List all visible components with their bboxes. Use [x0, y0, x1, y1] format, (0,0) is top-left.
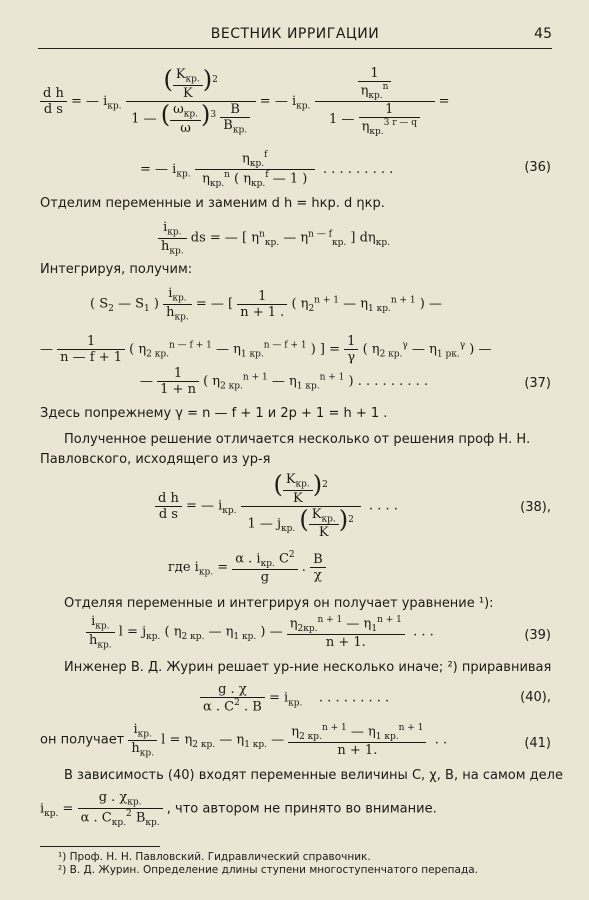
equation-41: он получает $\frac{i_{кр.}}{h_{кр.}}$ $l = \eta_{2 кр.}$ — $\eta_{1 кр.}$ — $\frac{\eta_{2 кр.}^{n + 1} — \eta_{1 кр.}^{n + 1}}{n + 1.}$ . .: [40, 722, 448, 759]
footnote-2: ²) В. Д. Журин. Определение длины ступени многоступенчатого перепада.: [58, 864, 479, 876]
equation-40: $\frac{g . \chi}{\alpha . C^2 . B}$ = $i_{кр.}$ . . . . . . . . .: [200, 682, 389, 714]
equation-where: где $i_{кр.}$ = $\frac{\alpha . i_{кр.} C^2}{g}$ . $\frac{B}{\chi}$: [168, 550, 326, 585]
equation-41-number: (41): [524, 736, 551, 751]
page-header: [38, 26, 552, 49]
paragraph-5-tail: , что автором не принято во внимание.: [166, 801, 437, 817]
equation-40-number: (40),: [520, 690, 551, 705]
equation-37-line-1: ( $S_2$ — $S_1$ ) $\frac{i_{кр.}}{h_{кр.}}$ = — [ $\frac{1}{n + 1 .}$ ( $\eta_2^{n + 1}$ — $\eta_{1 кр.}^{n + 1}$ ) —: [90, 286, 443, 323]
equation-38-number: (38),: [520, 500, 551, 515]
here-as-before-text: Здесь попрежнему γ = n — f + 1 и 2p + 1 = h + 1 .: [40, 406, 388, 421]
page-number: 45: [534, 26, 552, 42]
separate-variables-text: Отделим переменные и заменим d h = hкр. d ηкр.: [40, 196, 385, 211]
equation-37-number: (37): [524, 376, 551, 391]
integrating-text: Интегрируя, получим:: [40, 262, 193, 277]
equation-37-line-3: — $\frac{1}{1 + n}$ ( $\eta_{2 кр.}^{n + 1}$ — $\eta_{1 кр.}^{n + 1}$ ) . . . . . . . . .: [140, 366, 429, 397]
paragraph-2: Отделяя переменные и интегрируя он получает уравнение ¹):: [64, 596, 494, 611]
equation-39-number: (39): [524, 628, 551, 643]
footnote-rule: [40, 846, 160, 847]
equation-39: $\frac{i_{кр.}}{h_{кр.}}$ $l = j_{кр.}$ ( $\eta_{2 кр.}$ — $\eta_{1 кр.}$ ) — $\frac{\eta_{2кр.}^{n + 1} — \eta_1^{n + 1}}{n + 1.}$ . . .: [86, 614, 434, 650]
he-gets-label: он получает: [40, 732, 125, 748]
equation-37-line-2: — $\frac{1}{n — f + 1}$ ( $\eta_{2 кр.}^{n — f + 1}$ — $\eta_{1 кр.}^{n — f + 1}$ ) ] = $\frac{1}{\gamma}$ ( $\eta_{2 кр.}^\gamma$ — $\eta_{1 рк.}^\gamma$ ) —: [40, 334, 492, 365]
footnote-1: ¹) Проф. Н. Н. Павловский. Гидравлический справочник.: [58, 851, 371, 863]
equation-final: $i_{кр.}$ = $\frac{g . \chi_{кр.}}{\alpha . C_{кр.}^2 B_{кр.}}$ , что автором не принято во внимание.: [40, 790, 437, 828]
equation-separated: $\frac{i_{кр.}}{h_{кр.}}$ ds = — [ $\eta^n_{кр.}$ — $\eta^{n — f}_{кр.}$ ] $d\eta_{кр.}$: [158, 220, 390, 256]
where-label: где: [168, 559, 191, 575]
paragraph-1-line-1: Полученное решение отличается несколько от решения проф Н. Н.: [64, 432, 531, 447]
equation-36-line-1: $\frac{\text{d h}}{\text{d s}}$ = — $i_{кр.}$ ( $\frac{K_{кр.}}{K}$ )$^2$ 1 — ( $\frac{\omega_{кр.}}{\omega}$ )$^3$ $\frac{B}{B_{кр.}}$ = — $i_{кр.}$ $\frac{1}{\eta_{кр.}^n}$ 1 — $\frac{1}{\eta_{кр.}^{3 r — q}}$ =: [40, 66, 450, 137]
paragraph-4: В зависимость (40) входят переменные величины C, χ, B, на самом деле: [64, 768, 563, 783]
equation-38: $\frac{\text{d h}}{\text{d s}}$ = — $i_{кр.}$ ( $\frac{K_{кр.}}{K}$ )$^2$ 1 — $j_{кр.}$ ( $\frac{K_{кр.}}{K}$ )$^2$ . . . .: [155, 472, 398, 540]
equation-36-line-2: = — $i_{кр.}$ $\frac{\eta_{кр.}^f}{\eta_{кр.}^n ( \eta_{кр.}^f — 1 )}$ . . . . . . . . .: [140, 150, 394, 189]
paragraph-3: Инженер В. Д. Журин решает ур-ние несколько иначе; ²) приравнивая: [64, 660, 552, 675]
equation-36-number: (36): [524, 160, 551, 175]
paragraph-1-line-2: Павловского, исходящего из ур-я: [40, 452, 271, 467]
running-title: ВЕСТНИК ИРРИГАЦИИ: [210, 26, 380, 42]
